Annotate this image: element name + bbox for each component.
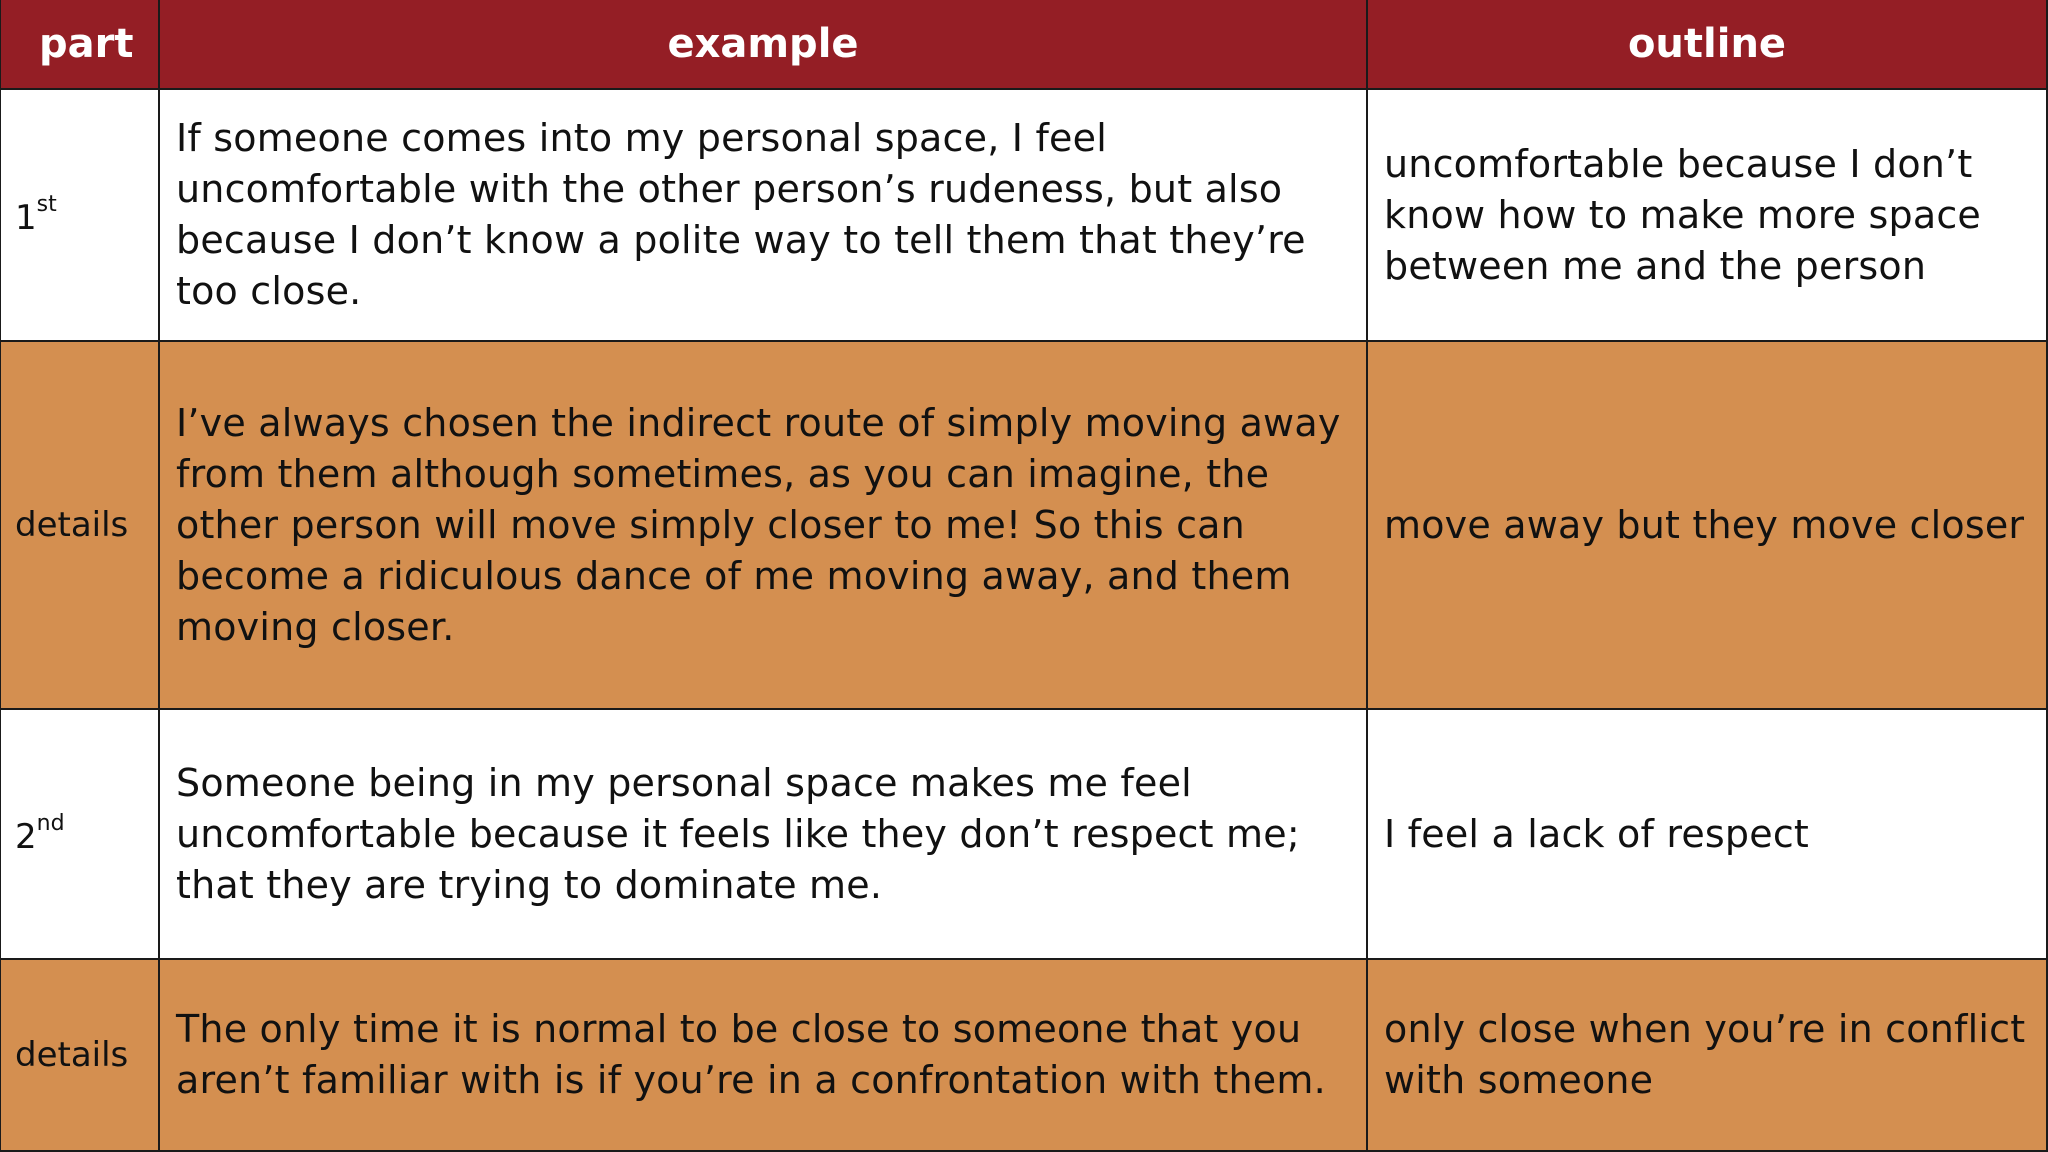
header-example [160, 0, 1368, 90]
row-1-part-label: 1st [15, 191, 57, 238]
row-1-example-text: If someone comes into my personal space, I feel uncomfortable with the other person’s rudeness, but also because I don’t know a polite way to tell them that they’re too close. [176, 116, 1306, 313]
row-2-part [0, 342, 160, 710]
row-4-outline [1368, 960, 2048, 1152]
row-4-example [160, 960, 1368, 1152]
row-1-part [0, 90, 160, 342]
row-4-part [0, 960, 160, 1152]
row-3-part [0, 710, 160, 960]
row-3-part-label: 2nd [15, 810, 65, 857]
row-1-example [160, 90, 1368, 342]
row-3-outline-text: I feel a lack of respect [1384, 811, 1810, 856]
row-2-outline [1368, 342, 2048, 710]
row-1-outline-text: uncomfortable because I don’t know how to make more space between me and the person [1384, 141, 1982, 288]
header-outline-label: outline [1627, 21, 1787, 67]
header-outline [1368, 0, 2048, 90]
header-part [0, 0, 160, 90]
row-3-example-text: Someone being in my personal space makes me feel uncomfortable because it feels like they don’t respect me; that they are trying to dominate me. [176, 760, 1300, 907]
row-3-example [160, 710, 1368, 960]
row-2-outline-text: move away but they move closer [1384, 502, 2025, 547]
row-2-example [160, 342, 1368, 710]
row-4-part-label: details [15, 1034, 129, 1075]
row-4-outline-text: only close when you’re in conflict with someone [1384, 1007, 2026, 1102]
row-2-example-text: I’ve always chosen the indirect route of simply moving away from them although sometimes, as you can imagine, the other person will move simply closer to me! So this can become a ridiculous dance of me moving away, and them moving closer. [176, 400, 1341, 649]
header-example-label: example [667, 21, 859, 67]
row-4-example-text: The only time it is normal to be close to someone that you aren’t familiar with is if you’re in a confrontation with them. [176, 1007, 1326, 1102]
row-3-outline [1368, 710, 2048, 960]
row-1-outline [1368, 90, 2048, 342]
header-part-label: part [39, 21, 134, 67]
row-2-part-label: details [15, 504, 129, 545]
